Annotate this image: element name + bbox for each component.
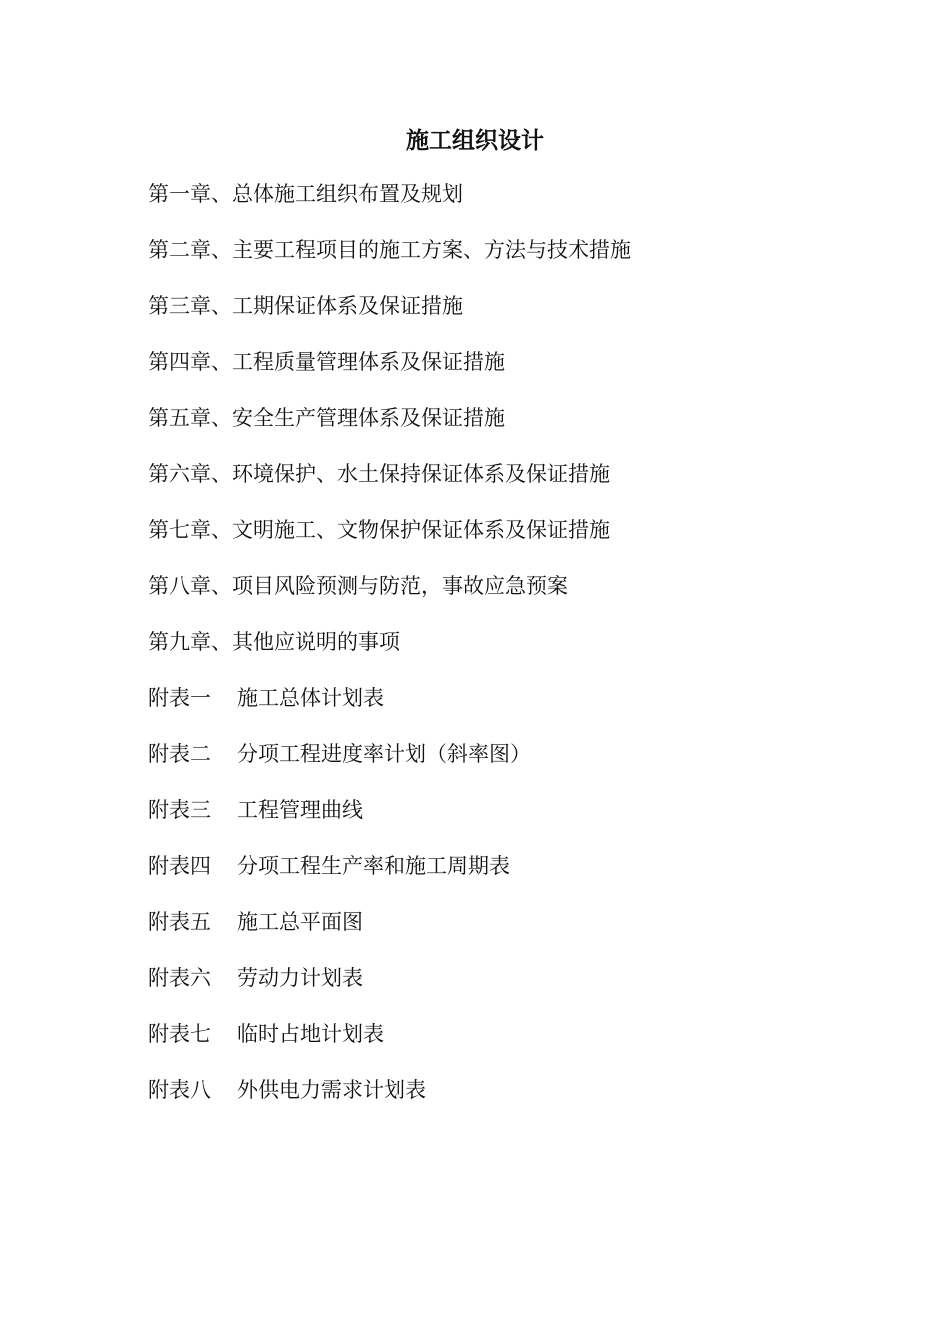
appendix-title: 施工总平面图 (237, 910, 363, 934)
toc-chapter-8: 第八章、项目风险预测与防范，事故应急预案 (148, 574, 568, 598)
toc-appendix-4 (148, 850, 631, 906)
appendix-number: 附表七 (148, 1022, 211, 1046)
toc-chapter-5: 第五章、安全生产管理体系及保证措施 (148, 406, 505, 430)
toc-chapter-3: 第三章、工期保证体系及保证措施 (148, 294, 463, 318)
toc-appendix-7 (148, 1018, 631, 1074)
toc-chapter-4: 第四章、工程质量管理体系及保证措施 (148, 350, 505, 374)
table-of-contents (148, 178, 631, 1130)
toc-appendix-6 (148, 962, 631, 1018)
document-title: 施工组织设计 (406, 128, 544, 154)
appendix-number: 附表五 (148, 910, 211, 934)
toc-appendix-8 (148, 1074, 631, 1130)
appendix-number: 附表二 (148, 742, 211, 766)
toc-chapter-6: 第六章、环境保护、水土保持保证体系及保证措施 (148, 462, 610, 486)
appendix-title: 临时占地计划表 (237, 1022, 384, 1046)
appendix-number: 附表八 (148, 1078, 211, 1102)
toc-chapter-1: 第一章、总体施工组织布置及规划 (148, 182, 463, 206)
toc-appendix-2 (148, 738, 631, 794)
toc-chapter-2: 第二章、主要工程项目的施工方案、方法与技术措施 (148, 238, 631, 262)
appendix-title: 工程管理曲线 (237, 798, 363, 822)
appendix-title: 分项工程生产率和施工周期表 (237, 854, 510, 878)
toc-appendix-1 (148, 682, 631, 738)
appendix-title: 施工总体计划表 (237, 686, 384, 710)
toc-appendix-5 (148, 906, 631, 962)
appendix-number: 附表三 (148, 798, 211, 822)
appendix-number: 附表四 (148, 854, 211, 878)
appendix-title: 外供电力需求计划表 (237, 1078, 426, 1102)
appendix-number: 附表一 (148, 686, 211, 710)
appendix-number: 附表六 (148, 966, 211, 990)
toc-chapter-9: 第九章、其他应说明的事项 (148, 630, 400, 654)
appendix-title: 劳动力计划表 (237, 966, 363, 990)
appendix-title: 分项工程进度率计划（斜率图） (237, 742, 531, 766)
toc-appendix-3 (148, 794, 631, 850)
toc-chapter-7: 第七章、文明施工、文物保护保证体系及保证措施 (148, 518, 610, 542)
